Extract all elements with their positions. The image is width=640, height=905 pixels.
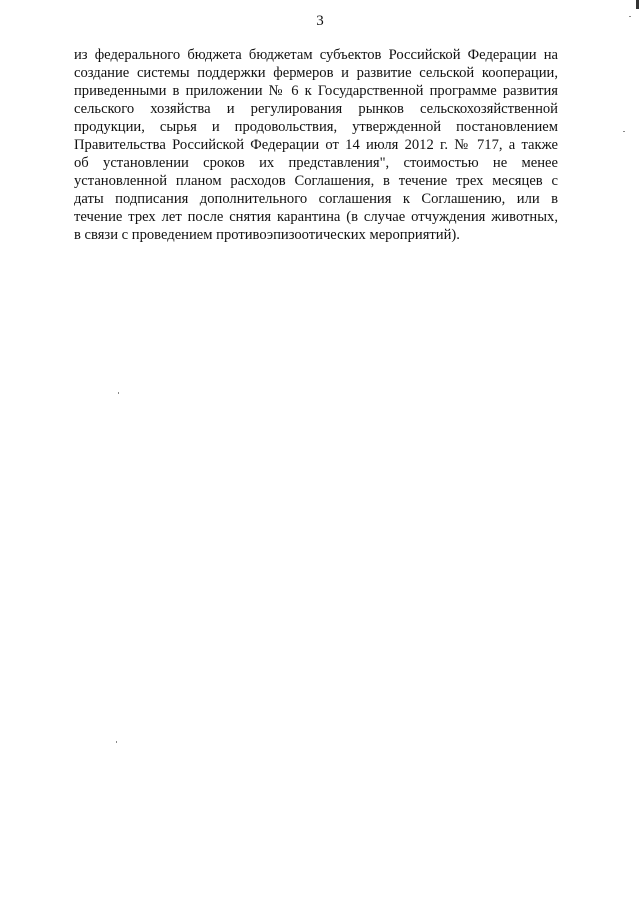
text-line: продукции, сырья и продовольствия, утвержденной постановлением [74,119,558,135]
text-line: приведенными в приложении № 6 к Государственной программе развития [74,83,558,99]
body-paragraph [74,46,558,244]
scan-speck [629,16,631,17]
text-line: в связи с проведением противоэпизоотических мероприятий). [74,227,460,243]
scan-edge-mark [636,0,639,9]
scan-speck [623,131,625,132]
scan-speck [118,392,119,394]
text-line: создание системы поддержки фермеров и развитие сельской кооперации, [74,65,558,81]
text-line: Правительства Российской Федерации от 14 июля 2012 г. № 717, а также [74,137,558,153]
text-line: даты подписания дополнительного соглашения к Соглашению, или в [74,191,558,207]
text-line: об установлении сроков их представления", стоимостью не менее [74,155,558,171]
page-number: 3 [316,13,324,29]
text-line: из федерального бюджета бюджетам субъектов Российской Федерации на [74,47,558,63]
scan-speck [116,741,117,743]
text-line: течение трех лет после снятия карантина (в случае отчуждения животных, [74,209,558,225]
text-line: сельского хозяйства и регулирования рынков сельскохозяйственной [74,101,558,117]
text-line: установленной планом расходов Соглашения, в течение трех месяцев с [74,173,558,189]
